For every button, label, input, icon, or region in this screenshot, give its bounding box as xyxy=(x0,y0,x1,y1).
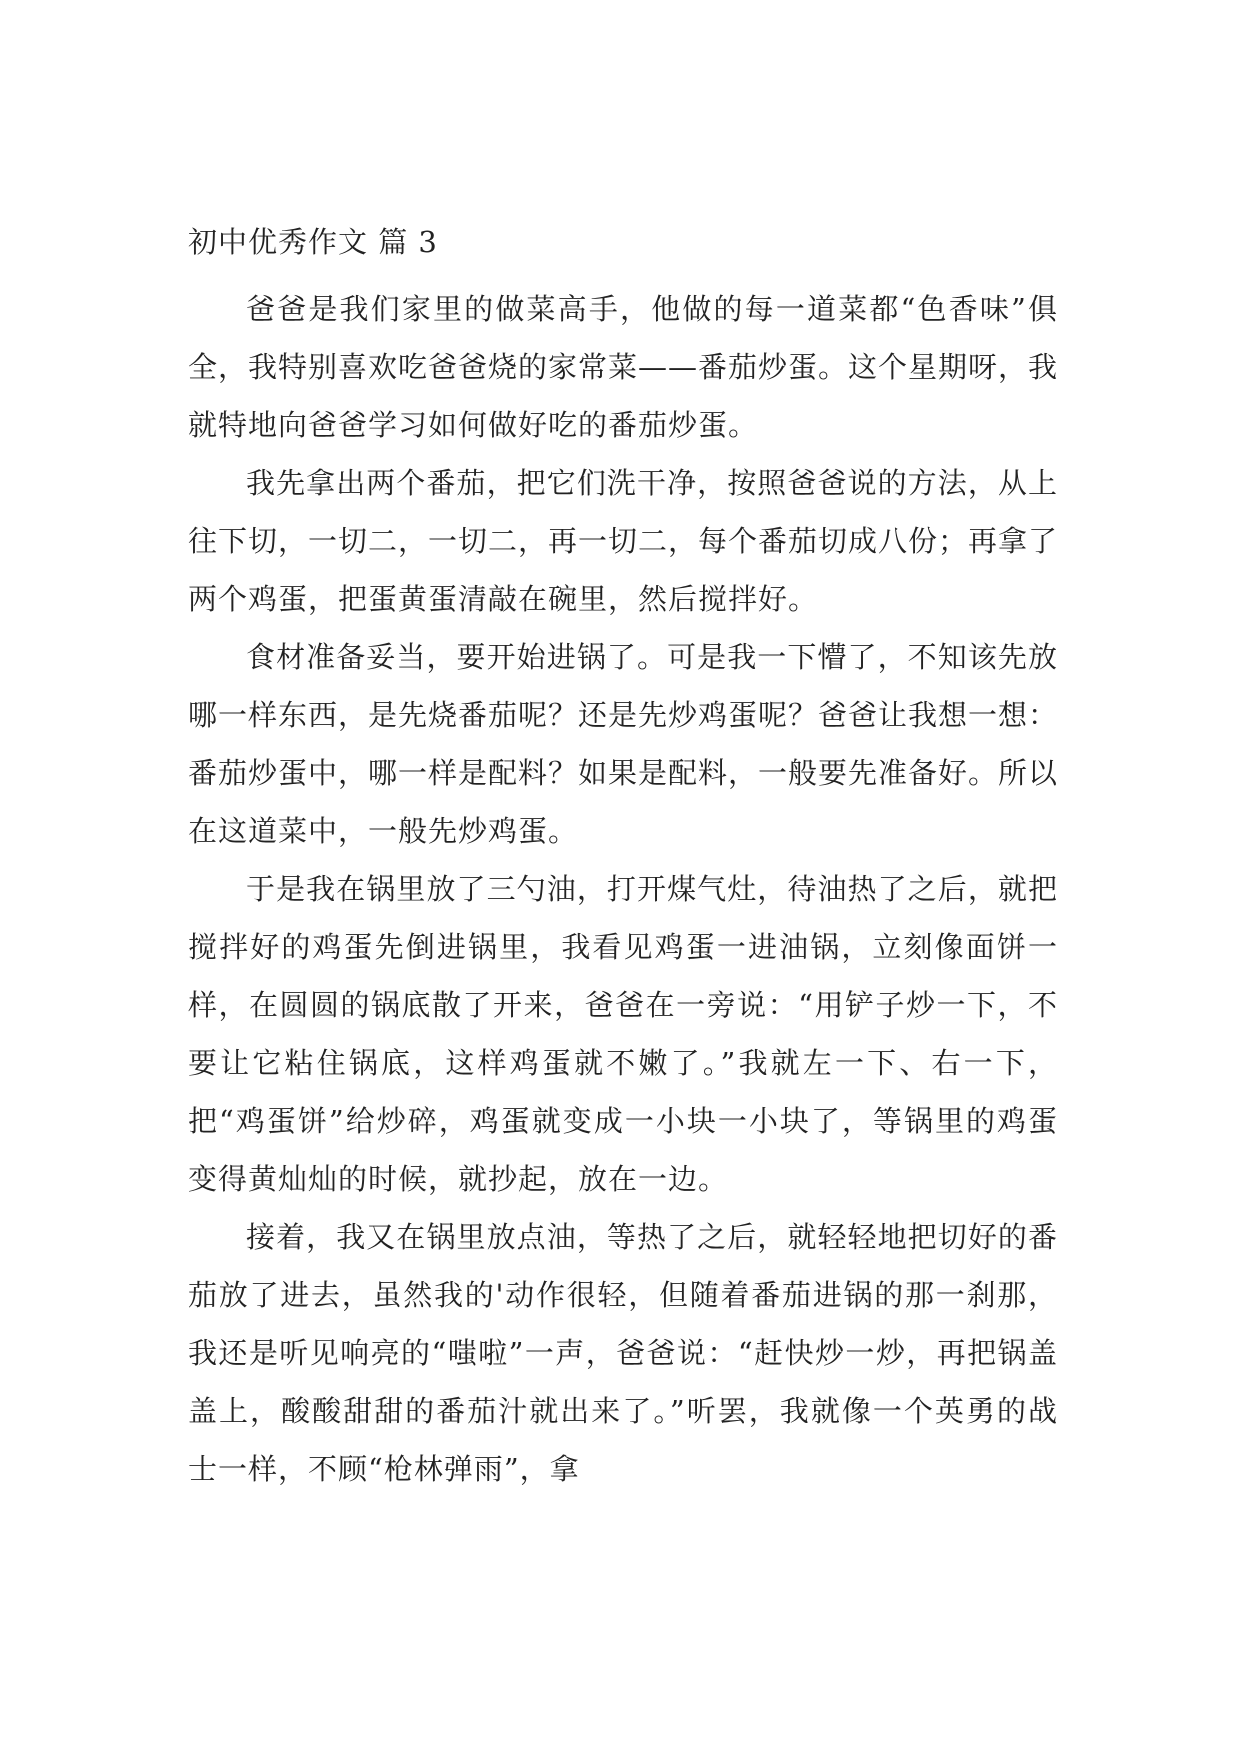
document-body xyxy=(188,222,1058,1498)
paragraph-2: 我先拿出两个番茄，把它们洗干净，按照爸爸说的方法，从上往下切，一切二，一切二，再一切二，每个番茄切成八份；再拿了两个鸡蛋，把蛋黄蛋清敲在碗里，然后搅拌好。 xyxy=(188,466,1059,616)
paragraph-4: 于是我在锅里放了三勺油，打开煤气灶，待油热了之后，就把搅拌好的鸡蛋先倒进锅里，我看见鸡蛋一进油锅，立刻像面饼一样，在圆圆的锅底散了开来，爸爸在一旁说：“用铲子炒一下，不要让它粘住锅底，这样鸡蛋就不嫩了。”我就左一下、右一下，把“鸡蛋饼”给炒碎，鸡蛋就变成一小块一小块了，等锅里的鸡蛋变得黄灿灿的时候，就抄起，放在一边。 xyxy=(188,872,1058,1196)
essay-title: 初中优秀作文 篇 3 xyxy=(188,225,438,259)
paragraph-3: 食材准备妥当，要开始进锅了。可是我一下懵了，不知该先放哪一样东西，是先烧番茄呢？还是先炒鸡蛋呢？爸爸让我想一想：番茄炒蛋中，哪一样是配料？如果是配料，一般要先准备好。所以在这道菜中，一般先炒鸡蛋。 xyxy=(188,640,1059,848)
paragraph-5: 接着，我又在锅里放点油，等热了之后，就轻轻地把切好的番茄放了进去，虽然我的'动作很轻，但随着番茄进锅的那一刹那，我还是听见响亮的“嗤啦”一声，爸爸说：“赶快炒一炒，再把锅盖盖上，酸酸甜甜的番茄汁就出来了。”听罢，我就像一个英勇的战士一样，不顾“枪林弹雨”，拿 xyxy=(188,1220,1058,1486)
paragraph-1: 爸爸是我们家里的做菜高手，他做的每一道菜都“色香味”俱全，我特别喜欢吃爸爸烧的家常菜——番茄炒蛋。这个星期呀，我就特地向爸爸学习如何做好吃的番茄炒蛋。 xyxy=(188,292,1059,442)
